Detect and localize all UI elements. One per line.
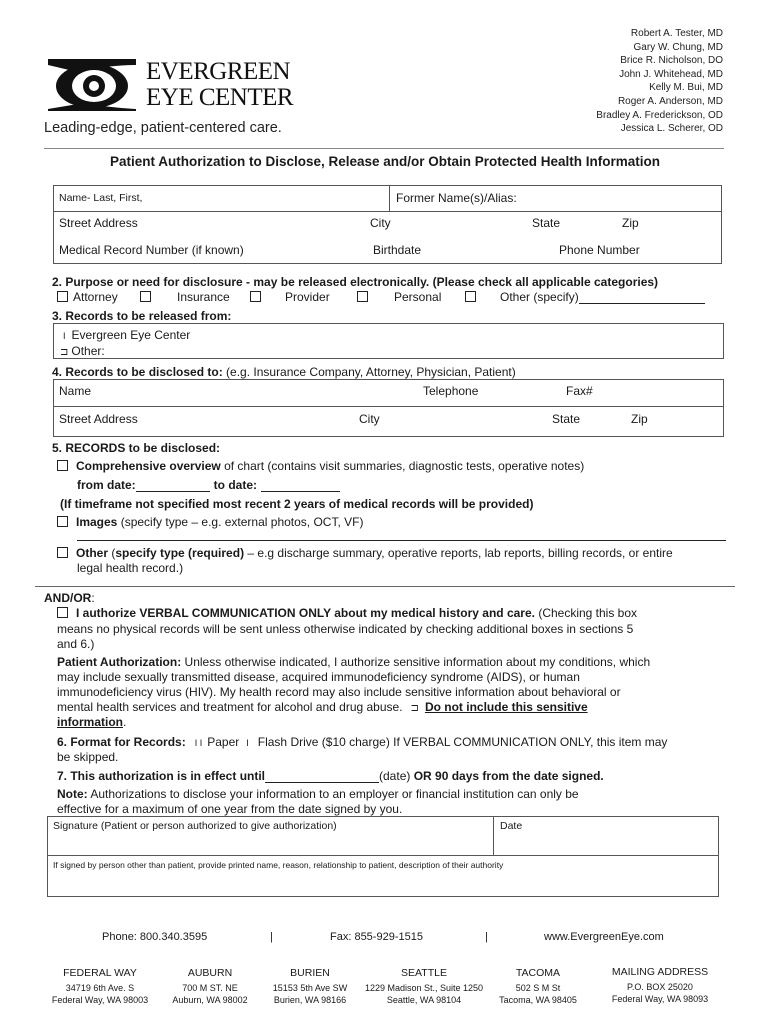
birthdate-field[interactable]: Birthdate (373, 243, 422, 257)
section3-heading: 3. Records to be released from: (52, 309, 232, 323)
comprehensive-checkbox[interactable] (57, 460, 68, 471)
from-date-label: from date: (77, 478, 136, 492)
section7-heading: 7. This authorization is in effect until (57, 769, 266, 783)
location-mailing (604, 966, 716, 1005)
other-label-rest: – e.g discharge summary, operative reports, lab reports, billing records, or entire (244, 546, 673, 560)
section6-heading: 6. Format for Records: (57, 735, 186, 749)
recipient-name-field[interactable]: Name (59, 384, 92, 398)
verbal-line2: means no physical records will be sent unless otherwise indicated by checking additional boxes in sections 5 (57, 622, 634, 636)
location-address: 502 S M St (515, 983, 561, 993)
patient-auth-line2: may include sexually transmitted disease, acquired immunodeficiency syndrome (AIDS), or human (57, 670, 580, 684)
other-label-required: specify type (required) (115, 546, 245, 560)
verbal-label-bold: I authorize VERBAL COMMUNICATION ONLY about my medical history and care. (76, 606, 535, 620)
patient-auth-line5 (57, 715, 126, 729)
signature-field[interactable]: Signature (Patient or person authorized to give authorization) (53, 820, 337, 832)
purpose-provider-label: Provider (285, 290, 330, 304)
location-seattle (360, 967, 488, 1006)
location-city: Federal Way, WA 98003 (51, 995, 149, 1005)
note-text1: Authorizations to disclose your information to an employer or financial institution can only be (87, 787, 579, 801)
form-title: Patient Authorization to Disclose, Release and/or Obtain Protected Health Information (109, 154, 661, 169)
location-address: 700 M ST. NE (182, 983, 238, 993)
other-label-paren: ( (108, 546, 116, 560)
location-name: FEDERAL WAY (63, 967, 137, 979)
section7-row (57, 769, 604, 783)
tagline: Leading-edge, patient-centered care. (44, 120, 282, 136)
purpose-provider-checkbox[interactable] (250, 290, 330, 304)
comprehensive-label-bold: Comprehensive overview (76, 459, 221, 473)
from-other-label: Other: (71, 344, 105, 358)
location-address: P.O. BOX 25020 (627, 982, 693, 992)
purpose-other-label: Other (specify) (500, 290, 579, 304)
other-records-option[interactable] (57, 546, 673, 560)
location-federal-way (50, 967, 150, 1006)
purpose-attorney-checkbox[interactable] (57, 290, 118, 304)
purpose-other-line[interactable] (579, 292, 705, 304)
timeframe-note: (If timeframe not specified most recent 2 years of medical records will be provided) (60, 497, 534, 511)
section6-rest: Flash Drive ($10 charge) If VERBAL COMMUNICATION ONLY, this item may (257, 735, 668, 749)
contact-fax: Fax: 855-929-1515 (330, 931, 423, 943)
purpose-insurance-label: Insurance (177, 290, 230, 304)
section4-heading (52, 365, 516, 379)
location-city: Auburn, WA 98002 (172, 995, 248, 1005)
zip-field[interactable]: Zip (622, 216, 639, 230)
doctor-name: Kelly M. Bui, MD (649, 82, 723, 94)
note-line1 (57, 787, 579, 801)
doctor-name: John J. Whitehead, MD (619, 68, 723, 80)
location-name: SEATTLE (401, 967, 447, 979)
phone-field[interactable]: Phone Number (559, 243, 640, 257)
location-name: TACOMA (515, 967, 561, 979)
date-range-row (77, 478, 340, 492)
recipient-telephone-field[interactable]: Telephone (423, 384, 479, 398)
doctor-name: Bradley A. Frederickson, OD (596, 109, 723, 121)
images-label-bold: Images (76, 515, 118, 529)
patient-auth-line4 (57, 700, 588, 714)
mrn-field[interactable]: Medical Record Number (if known) (59, 243, 244, 257)
from-other-option[interactable]: ⊐ Other: (60, 344, 105, 358)
section6-line2: be skipped. (57, 750, 119, 764)
purpose-attorney-label: Attorney (73, 290, 118, 304)
contact-separator: | (270, 931, 273, 943)
location-city: Burien, WA 98166 (273, 995, 347, 1005)
representative-field[interactable]: If signed by person other than patient, provide printed name, reason, relationship to patient, description of their authority (53, 860, 504, 870)
location-city: Federal Way, WA 98093 (611, 994, 709, 1004)
contact-separator: | (485, 931, 488, 943)
paper-label: Paper (207, 735, 240, 749)
doctor-name: Brice R. Nicholson, DO (620, 55, 723, 67)
patient-auth-period: . (123, 715, 127, 729)
section2-heading: 2. Purpose or need for disclosure - may be released electronically. (Please check all applicable categories) (52, 275, 659, 289)
paper-checkbox[interactable]: I I (194, 738, 203, 748)
location-name: AUBURN (187, 967, 233, 979)
recipient-fax-field[interactable]: Fax# (566, 384, 593, 398)
location-burien (260, 967, 360, 1006)
recipient-zip-field[interactable]: Zip (631, 412, 648, 426)
section4-heading-rest: (e.g. Insurance Company, Attorney, Physician, Patient) (222, 365, 516, 379)
signature-col-divider (493, 816, 494, 855)
contact-phone: Phone: 800.340.3595 (102, 931, 208, 943)
from-evergreen-label: Evergreen Eye Center (71, 328, 191, 342)
other-label-bold: Other (76, 546, 109, 560)
header-divider (44, 148, 724, 149)
verbal-line3: and 6.) (57, 637, 95, 651)
location-name: BURIEN (290, 967, 330, 979)
location-auburn (160, 967, 260, 1006)
andor-label-bold: AND/OR (44, 591, 92, 605)
street-field[interactable]: Street Address (59, 216, 138, 230)
section7-date-word: (date) (379, 769, 411, 783)
recipient-box (53, 379, 724, 437)
patient-row-divider (53, 211, 722, 212)
andor-colon: : (91, 591, 95, 605)
patient-auth-text1: Unless otherwise indicated, I authorize sensitive information about my conditions, which (181, 655, 651, 669)
purpose-other-checkbox[interactable] (465, 290, 705, 304)
section7-or-90-days: OR 90 days from the date signed. (410, 769, 604, 783)
patient-auth-line1 (57, 655, 650, 669)
section-divider (35, 586, 735, 587)
section4-heading-bold: 4. Records to be disclosed to: (52, 365, 223, 379)
andor-label (44, 591, 95, 605)
to-date-line[interactable] (261, 480, 340, 492)
doctor-name: Roger A. Anderson, MD (617, 95, 723, 107)
verbal-option[interactable] (57, 606, 637, 620)
images-label-rest: (specify type – e.g. external photos, OCT, VF) (117, 515, 364, 529)
sensitive-checkbox[interactable]: ⊐ (410, 703, 419, 714)
do-not-include-label: Do not include this sensitive (424, 700, 588, 714)
other-records-line2: legal health record.) (77, 561, 184, 575)
comprehensive-label-rest: of chart (contains visit summaries, diagnostic tests, operative notes) (220, 459, 585, 473)
recipient-state-field[interactable]: State (552, 412, 581, 426)
recipient-street-field[interactable]: Street Address (59, 412, 138, 426)
patient-auth-text4: mental health services and treatment for alcohol and drug abuse. (57, 700, 403, 714)
evergreen-eye-logo-icon (44, 55, 139, 113)
doctor-name: Jessica L. Scherer, OD (620, 123, 723, 135)
patient-auth-line3: immunodeficiency virus (HIV). My health record may also include sensitive information about behavioral or (57, 685, 621, 699)
flash-drive-checkbox[interactable]: I (246, 738, 249, 748)
note-line2: effective for a maximum of one year from the date signed by you. (57, 802, 403, 816)
do-not-include-label-2: information (57, 715, 123, 729)
doctors-list (596, 27, 723, 136)
to-date-label: to date: (213, 478, 258, 492)
from-date-line[interactable] (136, 480, 210, 492)
effective-until-line[interactable] (265, 771, 379, 783)
logo-text-evergreen: EVERGREEN (146, 58, 291, 85)
recipient-city-field[interactable]: City (359, 412, 380, 426)
location-name: MAILING ADDRESS (611, 966, 709, 978)
note-bold: Note: (57, 787, 88, 801)
doctor-name: Gary W. Chung, MD (633, 41, 723, 53)
signature-row-divider (47, 855, 719, 856)
purpose-personal-label: Personal (394, 290, 442, 304)
name-field[interactable]: Name- Last, First, (59, 192, 143, 204)
patient-col-divider (389, 185, 390, 211)
location-city: Tacoma, WA 98405 (499, 995, 577, 1005)
signature-date-field[interactable]: Date (500, 820, 523, 832)
location-address: 1229 Madison St., Suite 1250 (364, 983, 484, 993)
other-records-checkbox[interactable] (57, 547, 68, 558)
images-specify-line[interactable] (77, 540, 726, 541)
doctor-name: Robert A. Tester, MD (630, 28, 723, 39)
contact-website[interactable]: www.EvergreenEye.com (544, 931, 664, 943)
images-option[interactable] (57, 515, 363, 529)
state-field[interactable]: State (532, 216, 561, 230)
location-address: 34719 6th Ave. S (65, 983, 135, 993)
purpose-personal-checkbox[interactable] (357, 290, 441, 304)
section6-row (57, 735, 667, 749)
location-tacoma (488, 967, 588, 1006)
patient-auth-bold: Patient Authorization: (57, 655, 182, 669)
location-address: 15153 5th Ave SW (272, 983, 348, 993)
city-field[interactable]: City (370, 216, 391, 230)
verbal-checkbox[interactable] (57, 607, 68, 618)
purpose-insurance-checkbox[interactable] (140, 290, 230, 304)
recipient-row-divider (53, 406, 724, 407)
logo-text-eye-center: EYE CENTER (146, 84, 294, 111)
verbal-label-rest: (Checking this box (534, 606, 638, 620)
section5-heading: 5. RECORDS to be disclosed: (52, 441, 221, 455)
former-name-field[interactable]: Former Name(s)/Alias: (396, 191, 517, 205)
comprehensive-option[interactable] (57, 459, 584, 473)
images-checkbox[interactable] (57, 516, 68, 527)
location-city: Seattle, WA 98104 (386, 995, 462, 1005)
from-evergreen-option[interactable]: I Evergreen Eye Center (63, 328, 191, 342)
